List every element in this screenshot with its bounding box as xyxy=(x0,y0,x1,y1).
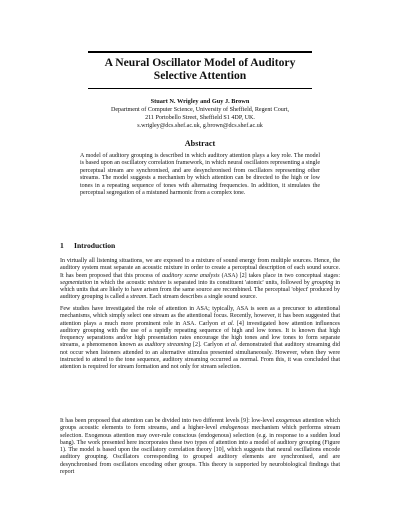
affiliation-line: 211 Portobello Street, Sheffield S1 4DP, UK. xyxy=(145,115,255,122)
body-paragraph: In virtually all listening situations, we are exposed to a mixture of sound energy from multiple sources. Hence, the auditory system must separate an acoustic mixture in order to create a perceptual description of each sound source. It has been proposed that this process of auditory scene analysis (ASA) [2] takes place in two conceptual stages: segmentation in which the acoustic mixture is separated into its constituent 'atomic' units, followed by grouping in which units that are likely to have arisen from the same source are recombined. The perceptual 'object' produced by auditory grouping is called a stream. Each stream describes a single sound source. xyxy=(60,258,340,301)
paper-title xyxy=(60,56,340,82)
section-heading xyxy=(60,241,115,250)
body-paragraph: It has been proposed that attention can be divided into two different levels [9]: low-level exogenous attention which groups acoustic elements to form streams, and a higher-level endogenous mechanism which performs stream selection. Exogenous attention may over-rule conscious (endogenous) selection (e.g. in response to a sudden loud bang). The work presented here incorporates these two types of attention into a model of auditory grouping (Figure 1). The model is based upon the oscillatory correlation theory [10], which suggests that neural oscillations encode auditory grouping. Oscillators corresponding to grouped auditory elements are synchronised, and are desynchronised from oscillators encoding other groups. This theory is supported by neurobiological findings that report xyxy=(60,418,341,476)
paper-authors: Stuart N. Wrigley and Guy J. Brown xyxy=(150,98,250,105)
body-paragraph: Few studies have investigated the role of attention in ASA; typically, ASA is seen as a precursor to attentional mechanisms, which simply select one stream as the attentional focus. Recently, however, it has been suggested that attention plays a much more prominent role in ASA. Carlyon et al. [4] investigated how attention influences auditory grouping with the use of a rapidly repeating sequence of high and low tones. It is known that high frequency separations and/or high presentation rates encourage the high tones and low tones to form separate streams, a phenomenon known as auditory streaming [2]. Carlyon et al. demonstrated that auditory streaming did not occur when listeners attended to an alternative stimulus presented simultaneously. However, when they were instructed to attend to the tone sequence, auditory streaming occurred as normal. From this, it was concluded that attention is required for stream formation and not only for stream selection. xyxy=(60,306,340,371)
abstract-heading: Abstract xyxy=(184,139,216,148)
title-line: A Neural Oscillator Model of Auditory xyxy=(104,56,296,69)
affiliation xyxy=(60,106,340,131)
title-line: Selective Attention xyxy=(153,69,247,82)
section-title: Introduction xyxy=(74,241,116,250)
abstract-text: A model of auditory grouping is described in which auditory attention plays a key role. The model is based upon an oscillatory correlation framework, in which neural oscillators representing a single perceptual stream are synchronised, and are desynchronised from oscillators representing other streams. The model suggests a mechanism by which attention can be directed to the high or low tones in a repeating sequence of tones with alternating frequencies. In addition, it simulates the perceptual segregation of a mistuned harmonic from a complex tone. xyxy=(80,153,320,197)
title-rule-bottom xyxy=(88,88,312,89)
author-emails: s.wrigley@dcs.shef.ac.uk, g.brown@dcs.shef.ac.uk xyxy=(137,123,263,130)
section-number: 1 xyxy=(60,241,64,250)
title-rule-top xyxy=(88,51,312,53)
affiliation-line: Department of Computer Science, University of Sheffield, Regent Court, xyxy=(110,107,290,113)
